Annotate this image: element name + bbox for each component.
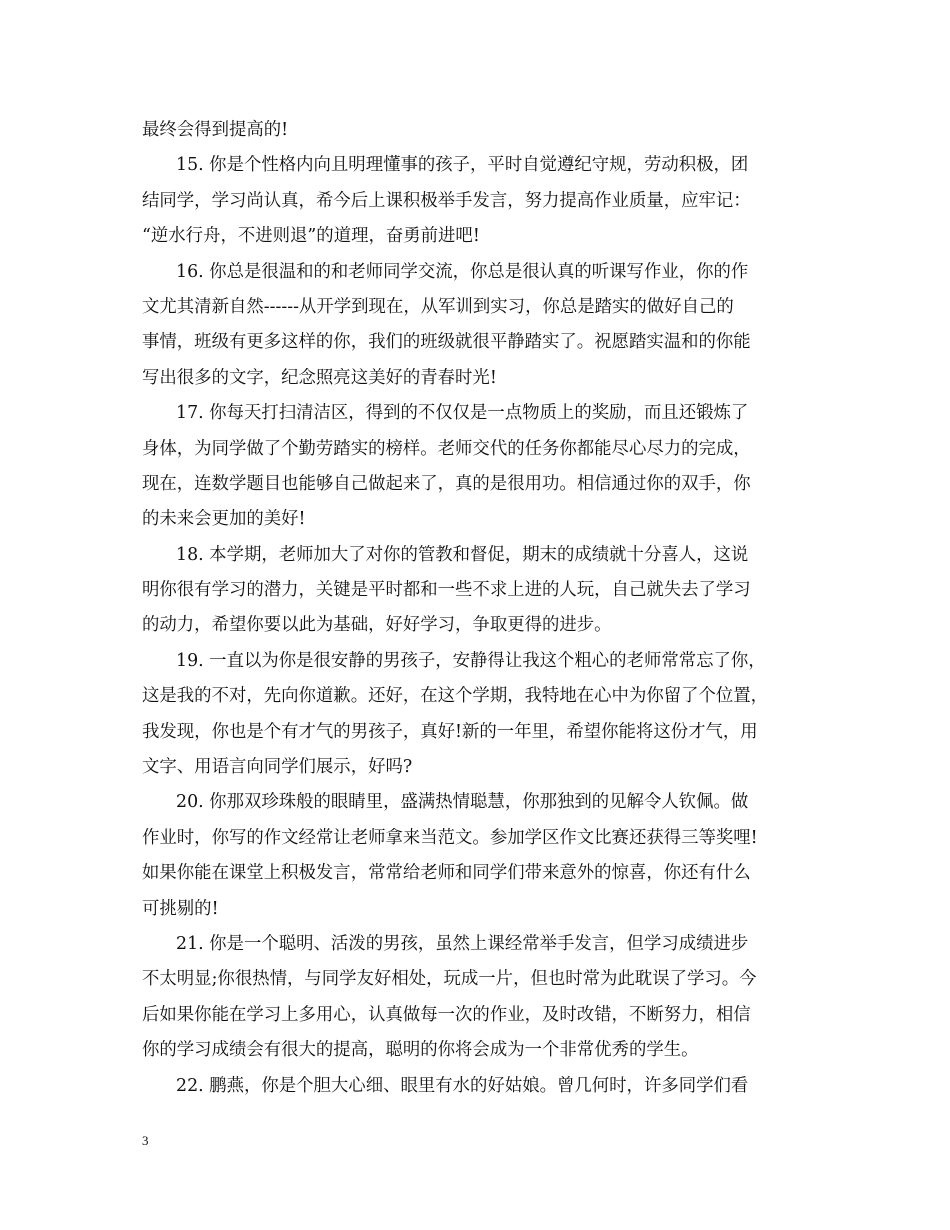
text-line: 文字、用语言向同学们展示，好吗? <box>142 757 413 778</box>
paragraph-21-line-1: 21. 你是一个聪明、活泼的男孩，虽然上课经常举手发言，但学习成绩进步 <box>176 933 749 954</box>
paragraph-18-line-1: 18. 本学期，老师加大了对你的管教和督促，期末的成绩就十分喜人，这说 <box>176 544 749 565</box>
text-line: 不太明显;你很热情，与同学友好相处，玩成一片，但也时常为此耽误了学习。今 <box>142 969 757 990</box>
text-line: 身体，为同学做了个勤劳踏实的榜样。老师交代的任务你都能尽心尽力的完成， <box>142 438 751 459</box>
text-line: 作业时，你写的作文经常让老师拿来当范文。参加学区作文比赛还获得三等奖哩! <box>142 827 758 848</box>
page-number: 3 <box>142 1133 149 1148</box>
paragraph-19-line-1: 19. 一直以为你是很安静的男孩子，安静得让我这个粗心的老师常常忘了你， <box>176 650 766 671</box>
text-line: 结同学，学习尚认真，希今后上课积极举手发言，努力提高作业质量，应牢记： <box>142 190 751 211</box>
text-line: 这是我的不对，先向你道歉。还好，在这个学期，我特地在心中为你留了个位置， <box>142 686 769 707</box>
text-line: “逆水行舟，不进则退”的道理，奋勇前进吧! <box>142 226 480 247</box>
document-body <box>142 113 812 1104</box>
text-line: 后如果你能在学习上多用心，认真做每一次的作业，及时改错，不断努力，相信 <box>142 1004 751 1025</box>
paragraph-22-line-1: 22. 鹏燕，你是个胆大心细、眼里有水的好姑娘。曾几何时，许多同学们看 <box>176 1075 749 1096</box>
paragraph-15-line-1: 15. 你是个性格内向且明理懂事的孩子，平时自觉遵纪守规，劳动积极，团 <box>176 155 749 176</box>
text-line: 我发现，你也是个有才气的男孩子，真好!新的一年里，希望你能将这份才气，用 <box>142 721 758 742</box>
text-line: 事情，班级有更多这样的你，我们的班级就很平静踏实了。祝愿踏实温和的你能 <box>142 332 751 353</box>
text-line: 的动力，希望你要以此为基础，好好学习，争取更得的进步。 <box>142 615 612 636</box>
text-line: 的未来会更加的美好! <box>142 509 306 530</box>
text-line: 写出很多的文字，纪念照亮这美好的青春时光! <box>142 367 497 388</box>
text-line: 文尤其清新自然------从开学到现在，从军训到实习，你总是踏实的做好自己的 <box>142 296 734 317</box>
text-line: 可挑剔的! <box>142 898 219 919</box>
text-line: 最终会得到提高的! <box>142 120 289 140</box>
text-line: 如果你能在课堂上积极发言，常常给老师和同学们带来意外的惊喜，你还有什么 <box>142 863 751 884</box>
text-line: 现在，连数学题目也能够自己做起来了，真的是很用功。相信通过你的双手，你 <box>142 473 751 494</box>
paragraph-16-line-1: 16. 你总是很温和的和老师同学交流，你总是很认真的听课写作业，你的作 <box>176 261 749 282</box>
paragraph-20-line-1: 20. 你那双珍珠般的眼睛里，盛满热情聪慧，你那独到的见解令人钦佩。做 <box>176 792 749 813</box>
text-line: 明你很有学习的潜力，关键是平时都和一些不求上进的人玩，自己就失去了学习 <box>142 580 751 601</box>
paragraph-17-line-1: 17. 你每天打扫清洁区，得到的不仅仅是一点物质上的奖励，而且还锻炼了 <box>176 403 749 424</box>
text-line: 你的学习成绩会有很大的提高，聪明的你将会成为一个非常优秀的学生。 <box>142 1040 699 1061</box>
